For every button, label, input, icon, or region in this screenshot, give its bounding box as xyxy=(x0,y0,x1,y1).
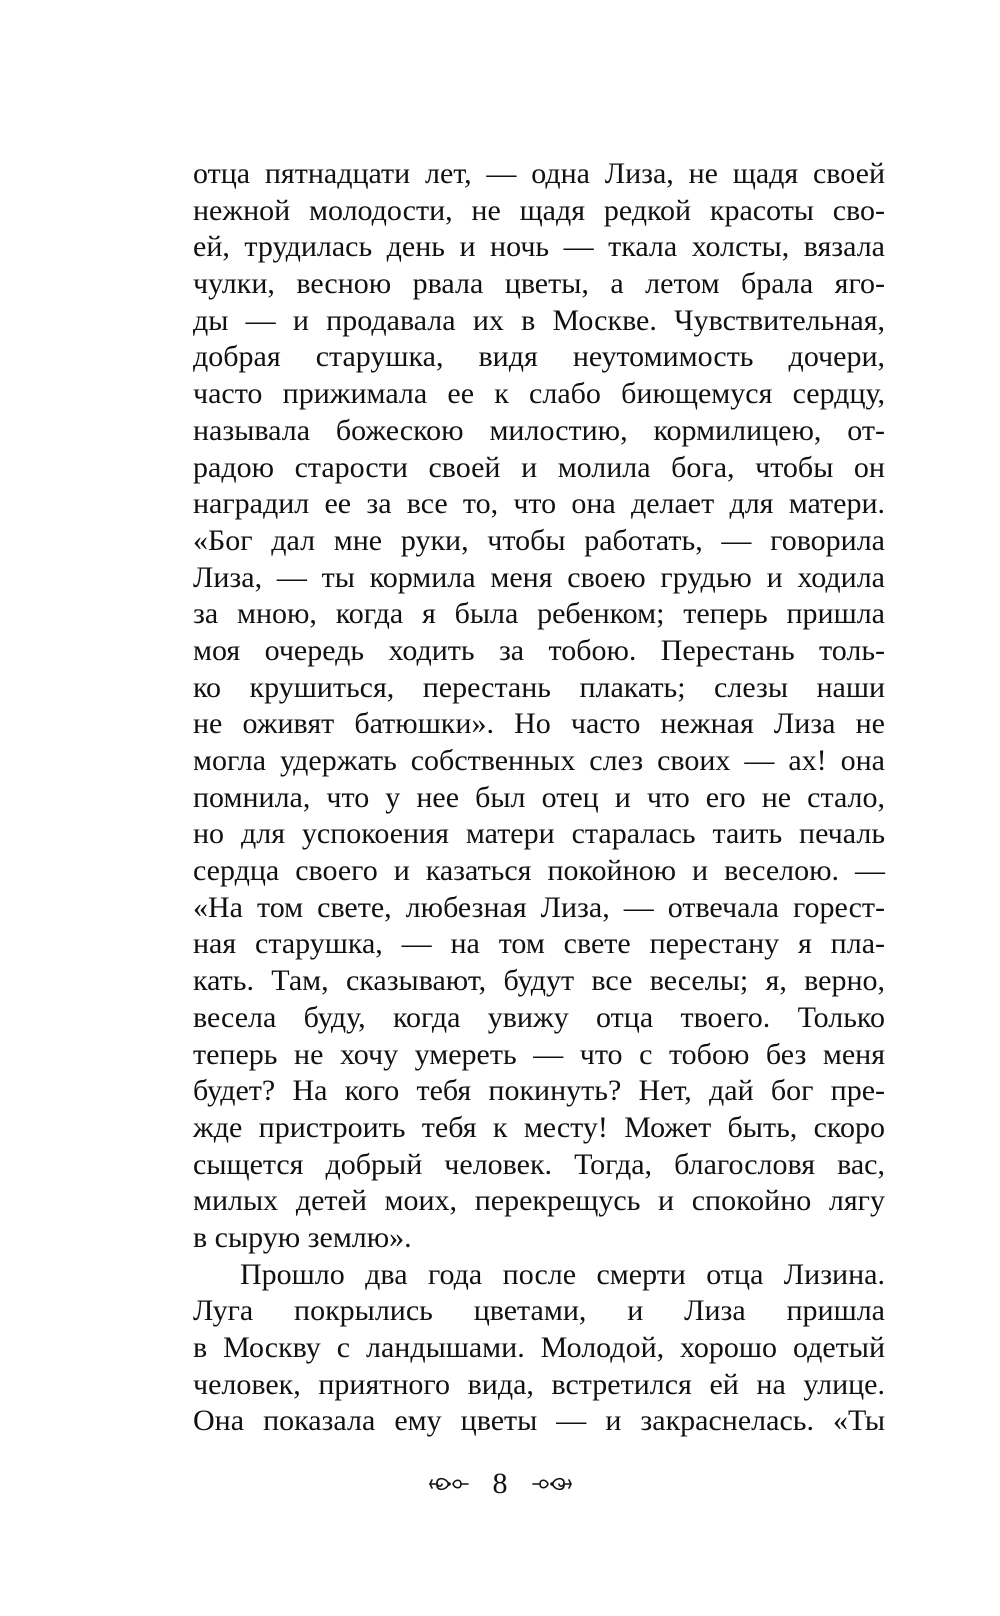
text-line: часто прижимала ее к слабо биющемуся сердцу, xyxy=(193,377,885,411)
text-line: отца пятнадцати лет, — одна Лиза, не щадя своей xyxy=(193,157,885,190)
text-line: нежной молодости, не щадя редкой красоты сво- xyxy=(193,193,885,227)
text-line: моя очередь ходить за тобою. Перестань толь- xyxy=(193,633,885,667)
text-line: помнила, что у нее был отец и что его не стало, xyxy=(193,780,885,814)
text-line: в Москву с ландышами. Молодой, хорошо одетый xyxy=(193,1331,885,1364)
text-line: добрая старушка, видя неутомимость дочери, xyxy=(193,340,885,374)
text-line: «На том свете, любезная Лиза, — отвечала горест- xyxy=(193,890,885,924)
text-line: кать. Там, сказывают, будут все веселы; я, верно, xyxy=(193,964,885,998)
fleuron-left-icon xyxy=(427,1471,471,1497)
text-line: называла божескою милостию, кормилицею, от- xyxy=(193,413,885,447)
text-line: ко крушиться, перестань плакать; слезы наши xyxy=(193,670,885,704)
text-line: милых детей моих, перекрещусь и спокойно лягу xyxy=(193,1184,885,1218)
body-text xyxy=(193,156,885,1440)
text-line: Луга покрылись цветами, и Лиза пришла xyxy=(193,1294,885,1328)
text-line: «Бог дал мне руки, чтобы работать, — говорила xyxy=(193,523,885,557)
text-line: наградил ее за все то, что она делает для матери. xyxy=(193,487,885,521)
text-line: сыщется добрый человек. Тогда, благословя вас, xyxy=(193,1147,885,1181)
text-line: Она показала ему цветы — и закраснелась. «Ты xyxy=(193,1404,885,1438)
text-line: теперь не хочу умереть — что с тобою без меня xyxy=(193,1037,885,1071)
paragraph-end-line: в сырую землю». xyxy=(193,1220,412,1254)
text-line: сердца своего и казаться покойною и веселою. — xyxy=(193,854,885,888)
text-line: ная старушка, — на том свете перестану я пла- xyxy=(193,927,885,961)
text-line: радою старости своей и молила бога, чтобы он xyxy=(193,450,885,484)
text-line: ды — и продавала их в Москве. Чувствительная, xyxy=(193,303,885,337)
text-line: но для успокоения матери старалась таить печаль xyxy=(193,817,885,851)
fleuron-right-icon xyxy=(530,1471,574,1497)
paragraph-start-line: Прошло два года после смерти отца Лизина. xyxy=(240,1257,885,1291)
page-number: 8 xyxy=(492,1467,508,1500)
text-line: за мною, когда я была ребенком; теперь пришла xyxy=(193,597,885,631)
text-line: человек, приятного вида, встретился ей на улице. xyxy=(193,1367,885,1401)
text-line: могла удержать собственных слез своих — ах! она xyxy=(193,744,885,777)
text-line: Лиза, — ты кормила меня своею грудью и ходила xyxy=(193,560,885,594)
text-line: ей, трудилась день и ночь — ткала холсты, вязала xyxy=(193,230,885,264)
text-line: весела буду, когда увижу отца твоего. Только xyxy=(193,1000,885,1034)
text-line: жде пристроить тебя к месту! Может быть, скоро xyxy=(193,1110,885,1144)
text-line: будет? На кого тебя покинуть? Нет, дай бог пре- xyxy=(193,1074,885,1108)
text-line: не оживят батюшки». Но часто нежная Лиза не xyxy=(193,707,885,741)
text-line: чулки, весною рвала цветы, а летом брала яго- xyxy=(193,267,885,301)
page-footer xyxy=(0,1464,1000,1504)
